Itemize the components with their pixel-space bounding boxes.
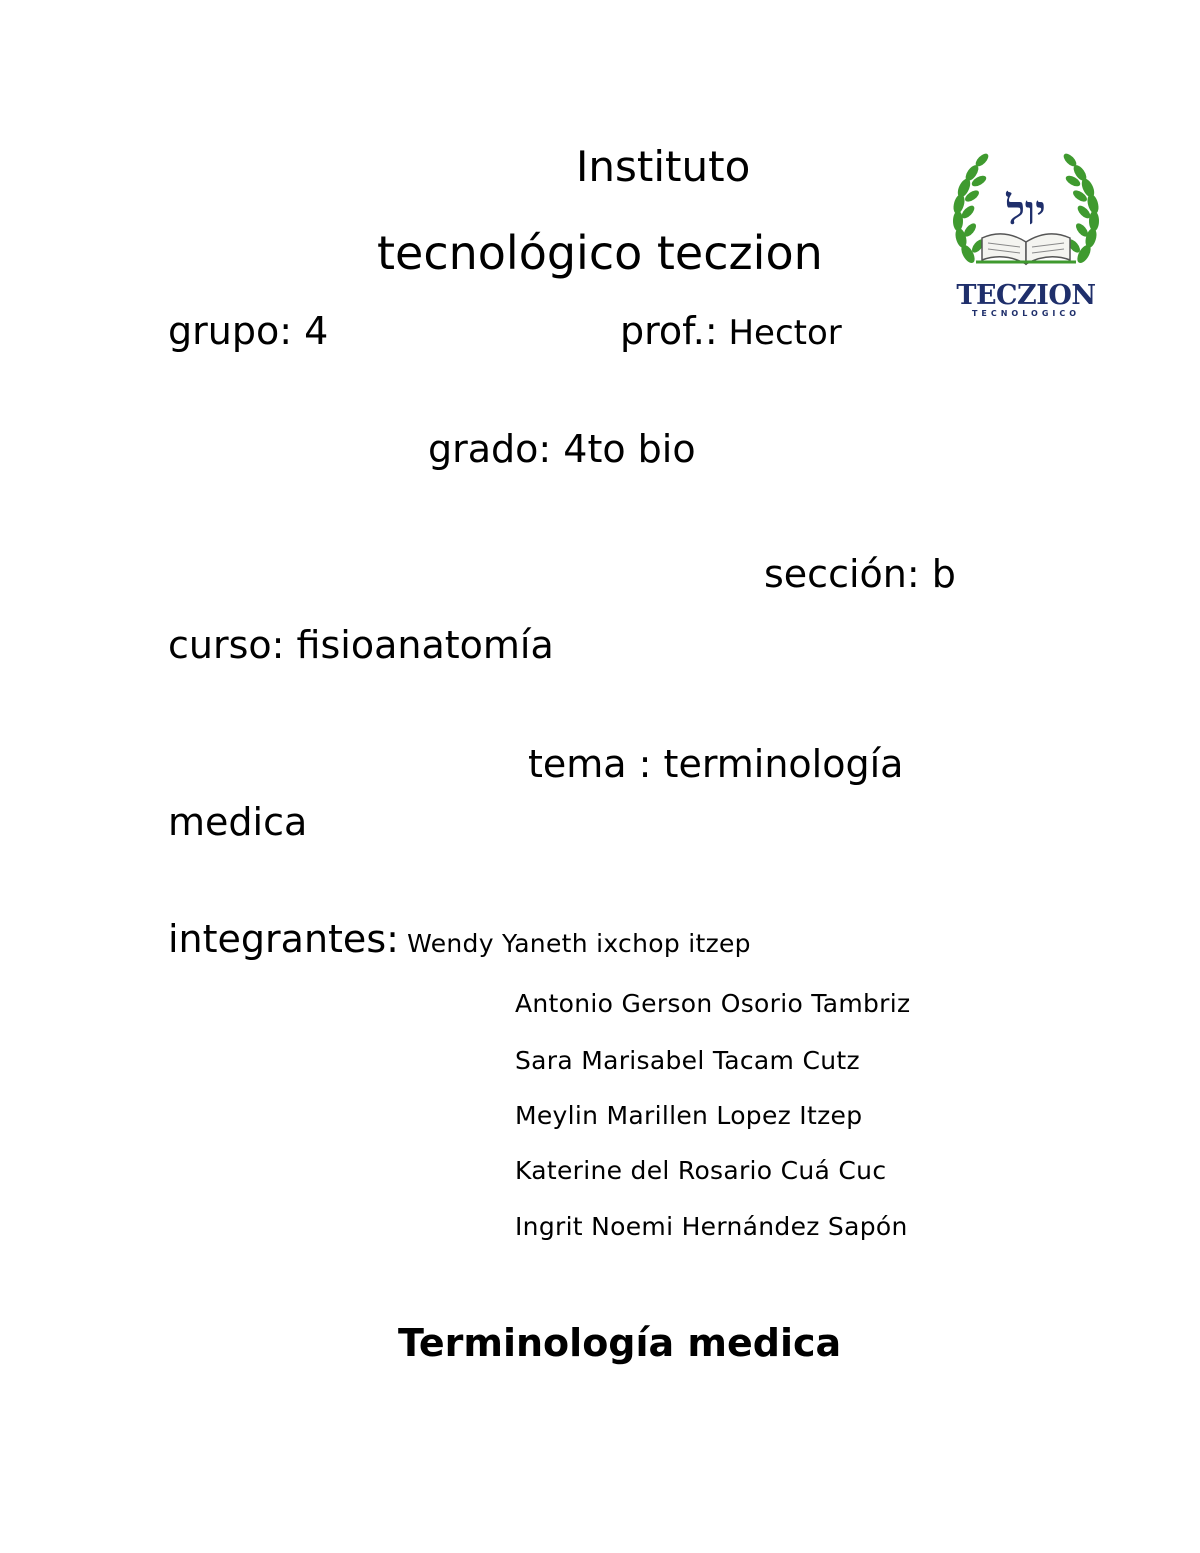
logo-wordmark: TECZION	[956, 280, 1096, 311]
title-line-2: tecnológico teczion	[377, 226, 823, 280]
logo-hebrew-text: יול	[1006, 187, 1046, 234]
tema-line-1: tema : terminología	[528, 742, 904, 786]
member-name: Antonio Gerson Osorio Tambriz	[515, 989, 911, 1018]
grado-field: grado: 4to bio	[428, 427, 696, 471]
document-title: Terminología medica	[398, 1321, 842, 1365]
integrantes-label: integrantes:	[168, 917, 399, 961]
prof-label: prof.:	[620, 309, 718, 353]
curso-field: curso: fisioanatomía	[168, 623, 554, 667]
grupo-field: grupo: 4	[168, 309, 329, 353]
title-line-1: Instituto	[576, 142, 751, 191]
member-name: Sara Marisabel Tacam Cutz	[515, 1046, 860, 1075]
teczion-laurel-logo-icon	[948, 146, 1104, 322]
member-name: Katerine del Rosario Cuá Cuc	[515, 1156, 887, 1185]
member-name: Ingrit Noemi Hernández Sapón	[515, 1212, 908, 1241]
prof-value: Hector	[717, 313, 842, 353]
seccion-field: sección: b	[764, 552, 956, 596]
member-name: Wendy Yaneth ixchop itzep	[398, 929, 751, 958]
member-name: Meylin Marillen Lopez Itzep	[515, 1101, 863, 1130]
prof-field	[620, 309, 842, 353]
integrantes-heading	[168, 917, 751, 961]
tema-line-2: medica	[168, 800, 308, 844]
logo-subtext: TECNOLOGICO	[971, 309, 1081, 318]
